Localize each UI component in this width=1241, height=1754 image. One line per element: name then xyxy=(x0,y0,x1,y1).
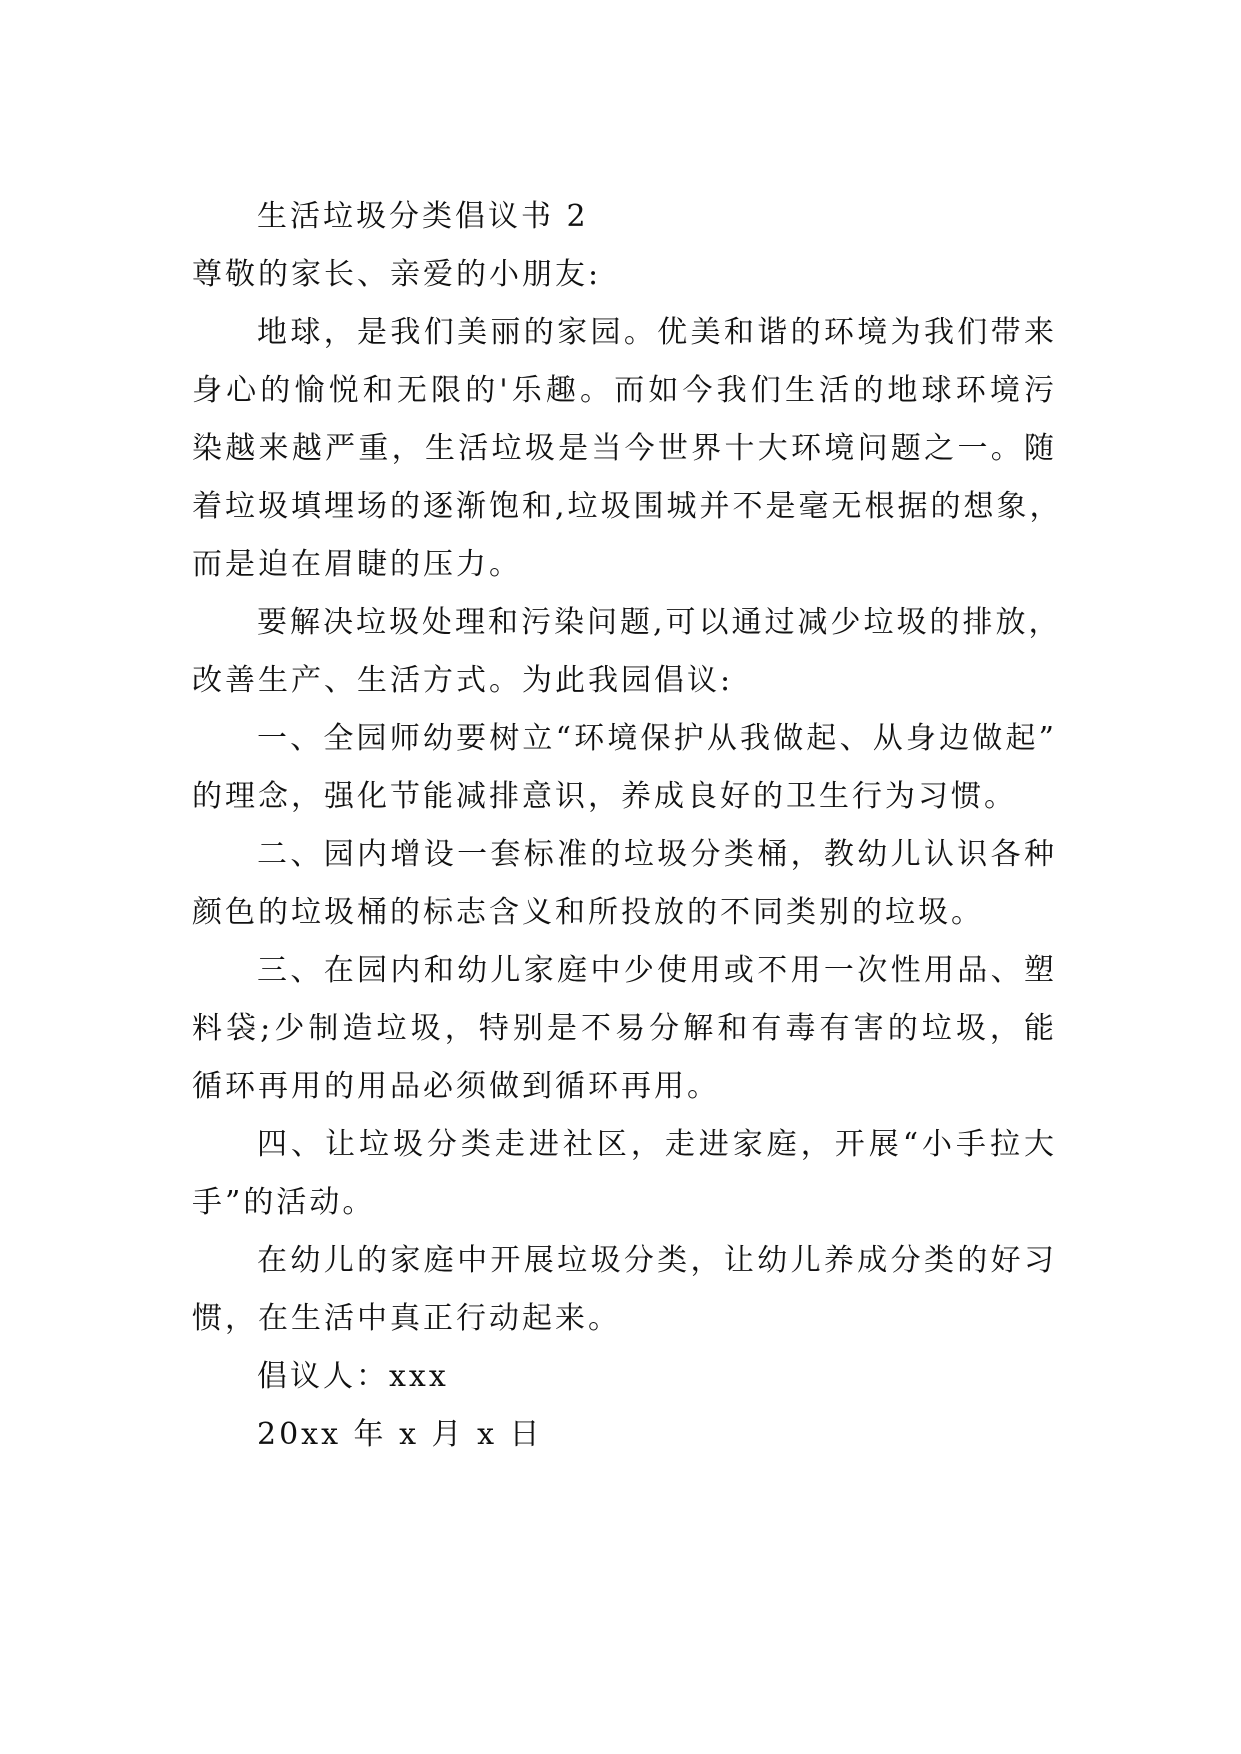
paragraph-earth xyxy=(192,304,1063,594)
paragraph-line: 地球，是我们美丽的家园。优美和谐的环境为我们带来 xyxy=(257,315,1057,350)
paragraph-line: 四、让垃圾分类走进社区，走进家庭，开展“小手拉大 xyxy=(257,1127,1057,1162)
paragraph-line: 料袋;少制造垃圾，特别是不易分解和有毒有害的垃圾，能 xyxy=(192,1011,1057,1046)
paragraph-line: 循环再用的用品必须做到循环再用。 xyxy=(192,1069,720,1104)
signer: 倡议人：xxx xyxy=(257,1359,449,1394)
proposal-item-3 xyxy=(192,942,1057,1116)
paragraph-line: 着垃圾填埋场的逐渐饱和,垃圾围城并不是毫无根据的想象， xyxy=(192,489,1063,524)
paragraph-line: 染越来越严重，生活垃圾是当今世界十大环境问题之一。随 xyxy=(192,431,1057,466)
document-body xyxy=(192,188,1063,1464)
paragraph-line: 二、园内增设一套标准的垃圾分类桶，教幼儿认识各种 xyxy=(257,837,1057,872)
date: 20xx 年 x 月 x 日 xyxy=(257,1417,543,1452)
paragraph-line: 改善生产、生活方式。为此我园倡议: xyxy=(192,663,734,698)
paragraph-line: 身心的愉悦和无限的'乐趣。而如今我们生活的地球环境污 xyxy=(192,373,1057,408)
paragraph-line: 一、全园师幼要树立“环境保护从我做起、从身边做起” xyxy=(257,721,1057,756)
paragraph-line: 惯，在生活中真正行动起来。 xyxy=(192,1301,621,1336)
paragraph-line: 而是迫在眉睫的压力。 xyxy=(192,547,522,582)
document-title: 生活垃圾分类倡议书 2 xyxy=(257,199,589,234)
proposal-item-2 xyxy=(192,826,1057,942)
paragraph-solution xyxy=(192,594,1062,710)
paragraph-line: 的理念，强化节能减排意识，养成良好的卫生行为习惯。 xyxy=(192,779,1017,814)
proposal-item-1 xyxy=(192,710,1057,826)
paragraph-line: 要解决垃圾处理和污染问题,可以通过减少垃圾的排放， xyxy=(257,605,1062,640)
paragraph-line: 颜色的垃圾桶的标志含义和所投放的不同类别的垃圾。 xyxy=(192,895,984,930)
paragraph-line: 在幼儿的家庭中开展垃圾分类，让幼儿养成分类的好习 xyxy=(257,1243,1057,1278)
paragraph-line: 三、在园内和幼儿家庭中少使用或不用一次性用品、塑 xyxy=(257,953,1057,988)
salutation: 尊敬的家长、亲爱的小朋友: xyxy=(192,257,602,292)
paragraph-home-sorting xyxy=(192,1232,1057,1348)
proposal-item-4 xyxy=(192,1116,1057,1232)
paragraph-line: 手”的活动。 xyxy=(192,1185,376,1220)
